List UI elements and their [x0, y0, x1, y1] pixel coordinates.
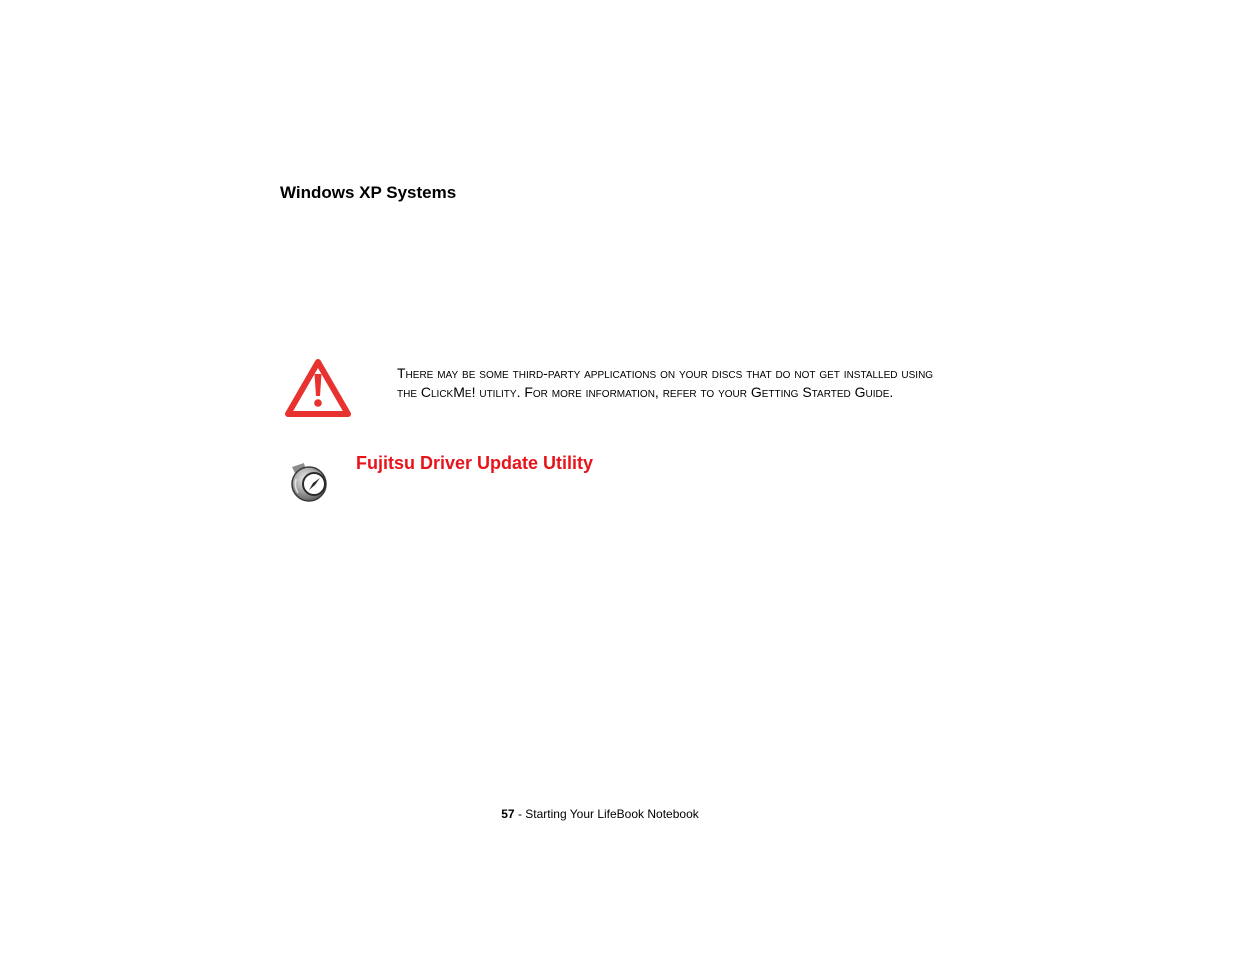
caution-text [397, 364, 1069, 402]
footer-separator: - [514, 807, 526, 821]
utility-heading: Fujitsu Driver Update Utility [356, 453, 594, 473]
caution-line-1: There may be some third-party applications on your discs that do not get installed using [397, 365, 934, 381]
driver-update-compass-icon [288, 461, 332, 503]
page-footer [0, 806, 1200, 822]
page-number: 57 [501, 807, 515, 821]
caution-line-2: the ClickMe! utility. For more information, refer to your Getting Started Guide. [397, 384, 894, 400]
section-heading: Windows XP Systems [280, 183, 457, 202]
warning-triangle-icon [284, 358, 352, 418]
footer-title: Starting Your LifeBook Notebook [525, 807, 699, 821]
